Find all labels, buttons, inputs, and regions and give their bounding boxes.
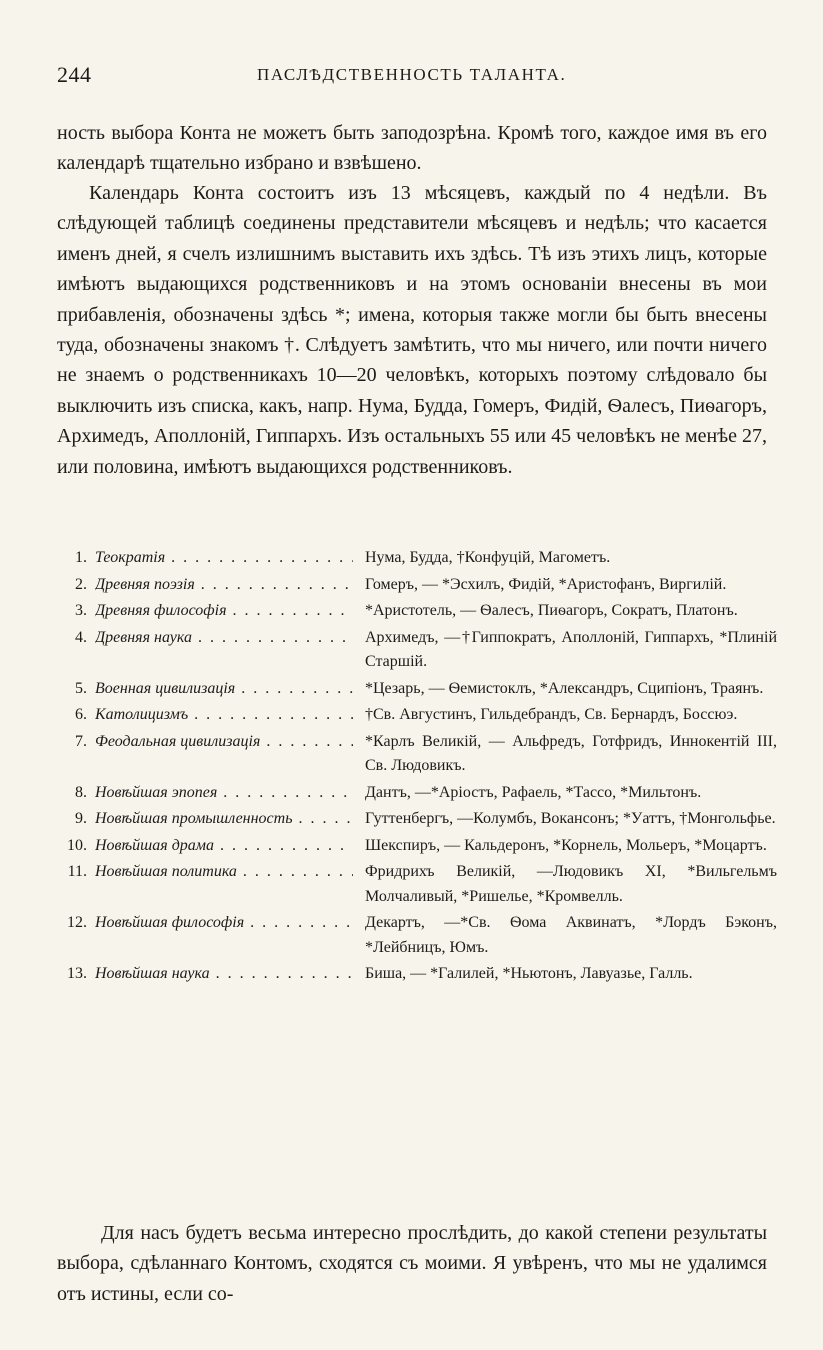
month-name: Новѣйшая эпопея . . . [95, 781, 353, 806]
calendar-table [57, 546, 777, 989]
calendar-row [57, 703, 777, 728]
month-number: 4. [75, 628, 87, 646]
month-number: 11. [67, 863, 87, 880]
month-name: Новѣйшая промышленность . . . [95, 807, 353, 832]
month-persons: *Цезарь, — Ѳемистоклъ, *Александръ, Сципіонъ, Траянъ. [365, 679, 764, 697]
paragraph-continuation: ность выбора Конта не можетъ быть заподозрѣна. Кромѣ того, каждое имя въ его календарѣ тщательно избрано и взвѣшено. [57, 122, 767, 175]
month-name: Древняя наука . . . [95, 626, 353, 651]
calendar-row [57, 599, 777, 624]
month-name: Новѣйшая политика . . . [95, 860, 353, 885]
month-name: Феодальная цивилизація . . . [95, 730, 353, 755]
page-number: 244 [57, 62, 92, 87]
month-number: 5. [75, 679, 87, 697]
calendar-row [57, 781, 777, 806]
month-persons: Декартъ, —*Св. Ѳома Аквинатъ, *Лордъ Бэконъ, *Лейбницъ, Юмъ. [365, 914, 777, 956]
month-number: 12. [67, 914, 87, 931]
calendar-row [57, 677, 777, 702]
page-header [57, 62, 767, 92]
paragraph-comparison: Для насъ будетъ весьма интересно прослѣдить, до какой степени результаты выбора, сдѣланнаго Контомъ, сходятся съ моими. Я увѣренъ, что мы не удалимся отъ истины, если со- [57, 1222, 767, 1305]
calendar-row [57, 834, 777, 859]
month-number: 1. [75, 549, 87, 566]
month-persons: Архимедъ, —†Гиппократъ, Аполлоній, Гиппархъ, *Плиній Старшій. [365, 628, 777, 670]
calendar-row [57, 860, 777, 909]
month-persons: †Св. Августинъ, Гильдебрандъ, Св. Бернардъ, Боссюэ. [365, 706, 738, 723]
calendar-row [57, 911, 777, 960]
month-number: 8. [75, 783, 87, 801]
month-name: Новѣйшая драма . . . [95, 834, 353, 859]
month-number: 13. [67, 965, 87, 982]
month-persons: Дантъ, —*Аріостъ, Рафаель, *Тассо, *Мильтонъ. [365, 783, 702, 801]
calendar-row [57, 626, 777, 675]
month-number: 10. [67, 836, 87, 854]
running-head: ПАСЛѢДСТВЕННОСТЬ ТАЛАНТА. [257, 65, 567, 84]
calendar-row [57, 962, 777, 987]
month-persons: Гомеръ, — *Эсхилъ, Фидій, *Аристофанъ, Виргилій. [365, 575, 727, 593]
month-number: 9. [75, 810, 87, 827]
month-name: Теократія . . . [95, 546, 353, 571]
month-name: Новѣйшая философія . . . [95, 911, 353, 936]
month-persons: Шекспиръ, — Кальдеронъ, *Корнель, Мольеръ, *Моцартъ. [365, 836, 767, 854]
month-persons: Гуттенбергъ, —Колумбъ, Вокансонъ; *Уаттъ, †Монгольфье. [365, 810, 776, 827]
calendar-row [57, 546, 777, 571]
month-name: Военная цивилизація . . . [95, 677, 353, 702]
month-name: Древняя философія . . . [95, 599, 353, 624]
calendar-row [57, 573, 777, 598]
month-persons: Биша, — *Галилей, *Ньютонъ, Лавуазье, Галль. [365, 965, 693, 982]
month-persons: *Карлъ Великій, — Альфредъ, Готфридъ, Иннокентій III, Св. Людовикъ. [365, 732, 777, 774]
month-persons: Фридрихъ Великій, —Людовикъ XI, *Вильгельмъ Молчаливый, *Ришелье, *Кромвелль. [365, 863, 777, 905]
calendar-row [57, 807, 777, 832]
month-name: Католицизмъ . . . [95, 703, 353, 728]
month-number: 3. [75, 602, 87, 619]
month-number: 2. [75, 575, 87, 593]
month-name: Древняя поэзія . . . [95, 573, 353, 598]
month-persons: *Аристотель, — Ѳалесъ, Пиѳагоръ, Сократъ, Платонъ. [365, 602, 738, 619]
month-name: Новѣйшая наука . . . [95, 962, 353, 987]
month-persons: Нума, Будда, †Конфуцій, Магометъ. [365, 549, 611, 566]
paragraph-calendar-intro: Календарь Конта состоитъ изъ 13 мѣсяцевъ, каждый по 4 недѣли. Въ слѣдующей таблицѣ соединены представители мѣсяцевъ и недѣль; что касается именъ дней, я счелъ излишнимъ выставить ихъ здѣсь. Тѣ изъ этихъ лицъ, которые имѣютъ выдающихся родственниковъ и на этомъ основаніи внесены въ мои прибавленія, обозначены здѣсь *; имена, которыя также могли бы быть внесены туда, обозначены знакомъ †. Слѣдуетъ замѣтить, что мы ничего, или почти ничего не знаемъ о родственникахъ 10—20 человѣкъ, которыхъ поэтому слѣдовало бы выключить изъ списка, какъ, напр. Нума, Будда, Гомеръ, Фидій, Ѳалесъ, Пиѳагоръ, Архимедъ, Аполлоній, Гиппархъ. Изъ остальныхъ 55 или 45 человѣкъ не менѣе 27, или половина, имѣютъ выдающихся родственниковъ. [57, 182, 767, 478]
calendar-row [57, 730, 777, 779]
month-number: 7. [75, 732, 87, 750]
month-number: 6. [75, 706, 87, 723]
